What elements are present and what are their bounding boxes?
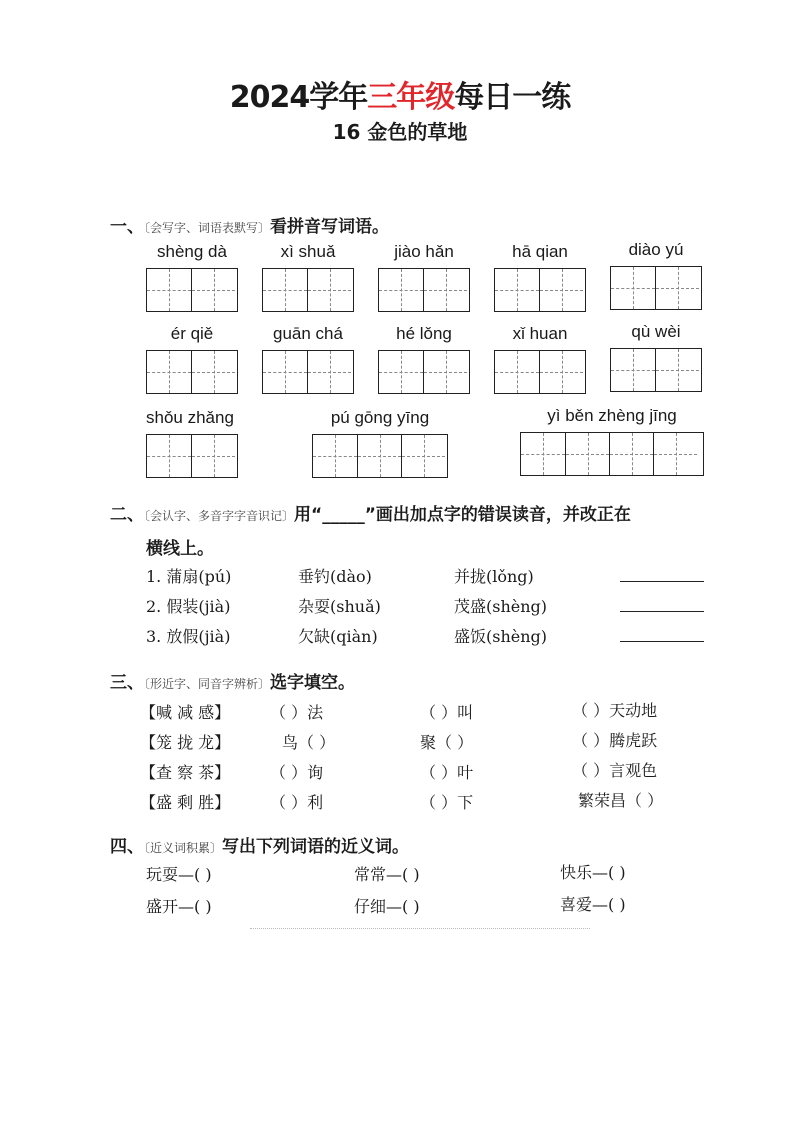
synonym-blank[interactable]: 常常—( ) [354, 865, 420, 884]
fill-blank[interactable]: 鸟（ ） [282, 733, 336, 752]
answer-line[interactable] [620, 640, 704, 642]
writing-grid[interactable] [146, 268, 238, 312]
fill-blank[interactable]: （ ）询 [270, 763, 324, 782]
section4-title: 四、〔近义词积累〕写出下列词语的近义词。 [110, 837, 410, 857]
section2-tag: 〔会认字、多音字字音识记〕 [144, 509, 295, 523]
grade-highlight: 三年级 [367, 80, 455, 115]
writing-grid[interactable] [262, 268, 354, 312]
writing-grid[interactable] [146, 434, 238, 478]
section1-title: 一、〔会写字、词语表默写〕看拼音写词语。 [110, 217, 390, 237]
synonym-blank[interactable]: 仔细—( ) [354, 897, 420, 916]
writing-grid[interactable] [520, 432, 704, 476]
answer-line[interactable] [620, 580, 704, 582]
writing-grid[interactable] [146, 350, 238, 394]
section4-tag: 〔近义词积累〕 [144, 841, 223, 855]
pinyin-label: hā qian [512, 242, 568, 261]
fill-blank[interactable]: （ ）叫 [420, 703, 474, 722]
char-group: 【盛 剩 胜】 [140, 793, 231, 812]
pinyin-label: diào yú [628, 240, 684, 259]
fill-blank[interactable]: （ ）言观色 [572, 761, 658, 780]
reading-item: 3. 放假(jià) [146, 627, 231, 646]
fill-blank[interactable]: （ ）叶 [420, 763, 474, 782]
reading-item: 欠缺(qiàn) [298, 627, 378, 646]
char-group: 【笼 拢 龙】 [140, 733, 231, 752]
pinyin-label: pú gōng yīng [330, 408, 430, 427]
page-title: 2024学年三年级每日一练 [229, 80, 571, 115]
char-group: 【喊 减 感】 [140, 703, 231, 722]
writing-grid[interactable] [312, 434, 448, 478]
reading-item: 杂耍(shuǎ) [298, 597, 381, 616]
writing-grid[interactable] [494, 268, 586, 312]
synonym-blank[interactable]: 喜爱—( ) [560, 895, 626, 914]
pinyin-label: jiào hǎn [394, 242, 454, 261]
lesson-subtitle: 16 金色的草地 [332, 120, 468, 144]
fill-blank[interactable]: （ ）法 [270, 703, 324, 722]
reading-item: 茂盛(shèng) [454, 597, 548, 616]
pinyin-label: shèng dà [157, 242, 227, 261]
fill-blank[interactable]: （ ）下 [420, 793, 474, 812]
fill-blank[interactable]: 聚（ ） [420, 733, 474, 752]
section3-title: 三、〔形近字、同音字辨析〕选字填空。 [110, 673, 356, 693]
writing-grid[interactable] [610, 348, 702, 392]
reading-item: 盛饭(shèng) [454, 627, 548, 646]
section2-title: 二、〔会认字、多音字字音识记〕用“_____”画出加点字的错误读音，并改正在 [110, 505, 631, 525]
writing-grid[interactable] [378, 268, 470, 312]
writing-grid[interactable] [610, 266, 702, 310]
pinyin-label: guān chá [273, 324, 343, 343]
fill-blank[interactable]: （ ）天动地 [572, 701, 658, 720]
section3-tag: 〔形近字、同音字辨析〕 [144, 677, 271, 691]
pinyin-label: shǒu zhǎng [146, 408, 234, 427]
pinyin-label: qù wèi [631, 322, 681, 341]
fill-blank[interactable]: （ ）腾虎跃 [572, 731, 658, 750]
synonym-blank[interactable]: 玩耍—( ) [146, 865, 212, 884]
writing-grid[interactable] [378, 350, 470, 394]
section2-title-cont: 横线上。 [146, 539, 214, 559]
reading-item: 垂钓(dào) [298, 567, 372, 586]
pinyin-label: xì shuǎ [280, 242, 336, 261]
reading-item: 2. 假装(jià) [146, 597, 231, 616]
reading-item: 并拢(lǒng) [454, 567, 534, 586]
writing-grid[interactable] [494, 350, 586, 394]
synonym-blank[interactable]: 盛开—( ) [146, 897, 212, 916]
reading-item: 1. 蒲扇(pú) [146, 567, 232, 586]
pinyin-label: ér qiě [170, 324, 214, 343]
answer-line[interactable] [620, 610, 704, 612]
section1-tag: 〔会写字、词语表默写〕 [144, 221, 271, 235]
pinyin-label: hé lǒng [396, 324, 452, 343]
writing-grid[interactable] [262, 350, 354, 394]
synonym-blank[interactable]: 快乐—( ) [560, 863, 626, 882]
fill-blank[interactable]: （ ）利 [270, 793, 324, 812]
fill-blank[interactable]: 繁荣昌（ ） [578, 791, 664, 810]
pinyin-label: yì běn zhèng jīng [547, 406, 677, 425]
scan-artifact [250, 928, 590, 935]
char-group: 【查 察 茶】 [140, 763, 231, 782]
pinyin-label: xǐ huan [512, 324, 568, 343]
